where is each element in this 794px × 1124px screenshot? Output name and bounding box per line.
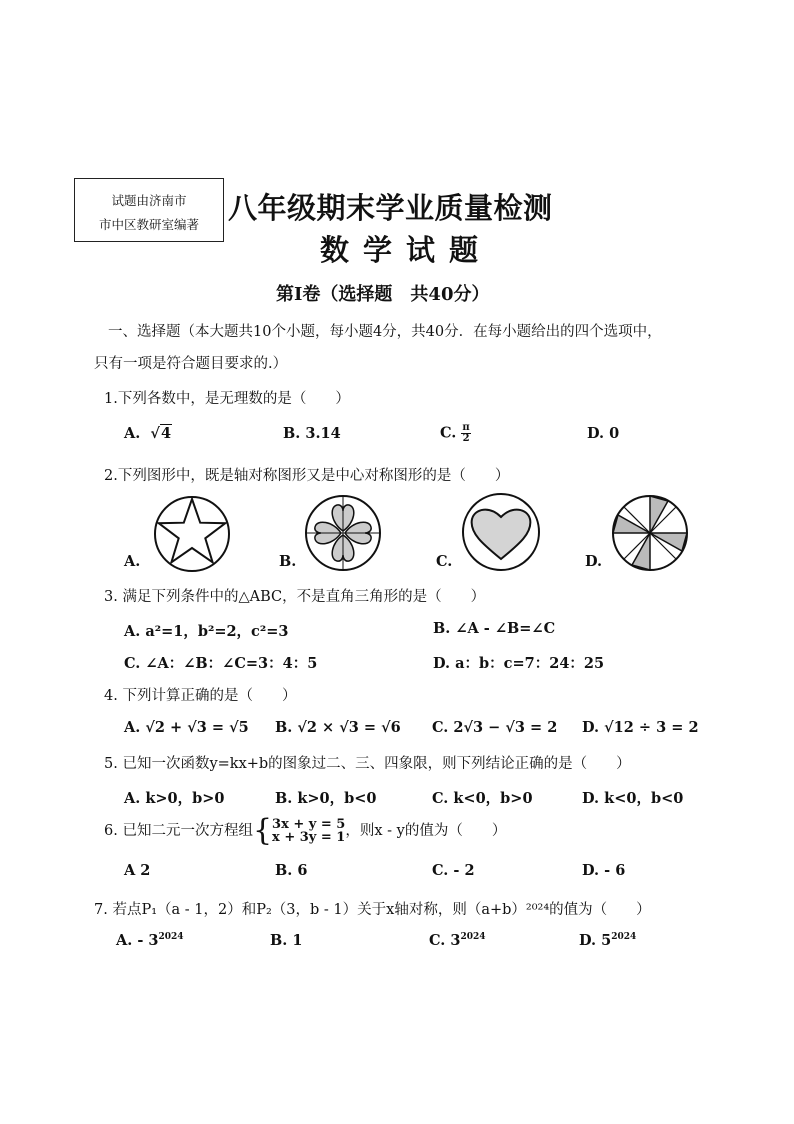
q6-option-d: D. - 6 bbox=[582, 862, 626, 879]
q6-option-b: B. 6 bbox=[275, 862, 308, 879]
q6-brace: { bbox=[252, 813, 273, 848]
circle-clover-figure bbox=[303, 493, 383, 573]
q6-equation-system bbox=[272, 818, 345, 844]
q4-option-a: A. √2 + √3 = √5 bbox=[124, 719, 249, 736]
q1-option-a-label: A. bbox=[124, 425, 141, 442]
q4-option-d: D. √12 ÷ 3 = 2 bbox=[582, 719, 699, 736]
q7-option-a-label: A. - 3 bbox=[116, 932, 159, 949]
exam-title: 八年级期末学业质量检测 bbox=[228, 191, 553, 225]
exam-subtitle: 数学试题 bbox=[320, 233, 493, 267]
q6-equation-2: x + 3y = 1 bbox=[272, 830, 346, 845]
q7-option-c-label: C. 3 bbox=[429, 932, 461, 949]
q6-stem bbox=[104, 813, 507, 848]
q1-option-c-fraction bbox=[461, 423, 470, 444]
q2-option-d: D. bbox=[585, 553, 603, 570]
q4-option-c: C. 2√3 − √3 = 2 bbox=[432, 719, 558, 736]
q7-option-a-exponent: 2024 bbox=[158, 932, 184, 943]
q2-option-b: B. bbox=[279, 553, 297, 570]
q7-option-c bbox=[429, 932, 486, 949]
q7-stem: 7. 若点P₁（a - 1，2）和P₂（3，b - 1）关于x轴对称，则（a+b）²⁰²⁴的值为（ ） bbox=[94, 902, 651, 918]
q3-option-b: B. ∠A - ∠B=∠C bbox=[433, 620, 556, 637]
q4-stem: 4. 下列计算正确的是（ ） bbox=[104, 688, 297, 704]
q3-stem: 3. 满足下列条件中的△ABC，不是直角三角形的是（ ） bbox=[104, 589, 486, 605]
circle-heart-figure bbox=[460, 491, 542, 573]
q7-option-c-exponent: 2024 bbox=[460, 932, 486, 943]
q1-stem: 1.下列各数中，是无理数的是（ ） bbox=[104, 391, 350, 407]
q1-option-c bbox=[440, 423, 471, 444]
q6-equation-1: 3x + y = 5 bbox=[272, 817, 346, 832]
q1-option-c-denominator: 2 bbox=[462, 433, 470, 444]
q6-option-a: A 2 bbox=[124, 862, 151, 879]
q5-option-a: A. k>0，b>0 bbox=[124, 790, 225, 807]
q3-option-c: C. ∠A：∠B：∠C=3：4：5 bbox=[124, 655, 318, 672]
q3-option-a: A. a²=1，b²=2，c²=3 bbox=[124, 623, 289, 640]
q7-option-d-exponent: 2024 bbox=[611, 932, 637, 943]
q6-stem-suffix: ，则x - y的值为（ ） bbox=[345, 823, 507, 839]
q5-stem: 5. 已知一次函数y=kx+b的图象过二、三、四象限，则下列结论正确的是（ ） bbox=[104, 756, 631, 772]
q2-option-c: C. bbox=[436, 553, 453, 570]
q7-option-d-label: D. 5 bbox=[579, 932, 612, 949]
q5-option-b: B. k>0，b<0 bbox=[275, 790, 377, 807]
q4-option-b: B. √2 × √3 = √6 bbox=[275, 719, 401, 736]
q1-option-d: D. 0 bbox=[587, 425, 620, 442]
q2-option-a: A. bbox=[124, 553, 141, 570]
q1-option-c-label: C. bbox=[440, 424, 457, 442]
q1-option-a-radicand: 4 bbox=[160, 425, 172, 442]
circle-star-figure bbox=[152, 494, 232, 574]
q1-option-c-numerator: π bbox=[462, 422, 470, 433]
q6-stem-prefix: 6. 已知二元一次方程组 bbox=[104, 823, 253, 839]
instructions-line-1: 一、选择题（本大题共10个小题，每小题4分，共40分．在每小题给出的四个选项中， bbox=[108, 324, 662, 340]
section-title: 第I卷（选择题 共40分） bbox=[276, 284, 490, 305]
q1-option-b: B. 3.14 bbox=[283, 425, 341, 442]
q7-option-b: B. 1 bbox=[270, 932, 303, 949]
circle-pinwheel-figure bbox=[610, 493, 690, 573]
q6-option-c: C. - 2 bbox=[432, 862, 475, 879]
q5-option-c: C. k<0，b>0 bbox=[432, 790, 533, 807]
stamp-line-2: 市中区教研室编著 bbox=[98, 217, 199, 232]
q7-option-d bbox=[579, 932, 636, 949]
q2-stem: 2.下列图形中，既是轴对称图形又是中心对称图形的是（ ） bbox=[104, 468, 510, 484]
q5-option-d: D. k<0，b<0 bbox=[582, 790, 684, 807]
stamp-line-1: 试题由济南市 bbox=[111, 193, 187, 208]
q3-option-d: D. a：b：c=7：24：25 bbox=[433, 655, 605, 672]
author-stamp bbox=[74, 178, 224, 242]
instructions-line-2: 只有一项是符合题目要求的.） bbox=[94, 356, 288, 372]
q7-option-a bbox=[116, 932, 184, 949]
q1-option-a: A. √4 bbox=[124, 425, 172, 442]
